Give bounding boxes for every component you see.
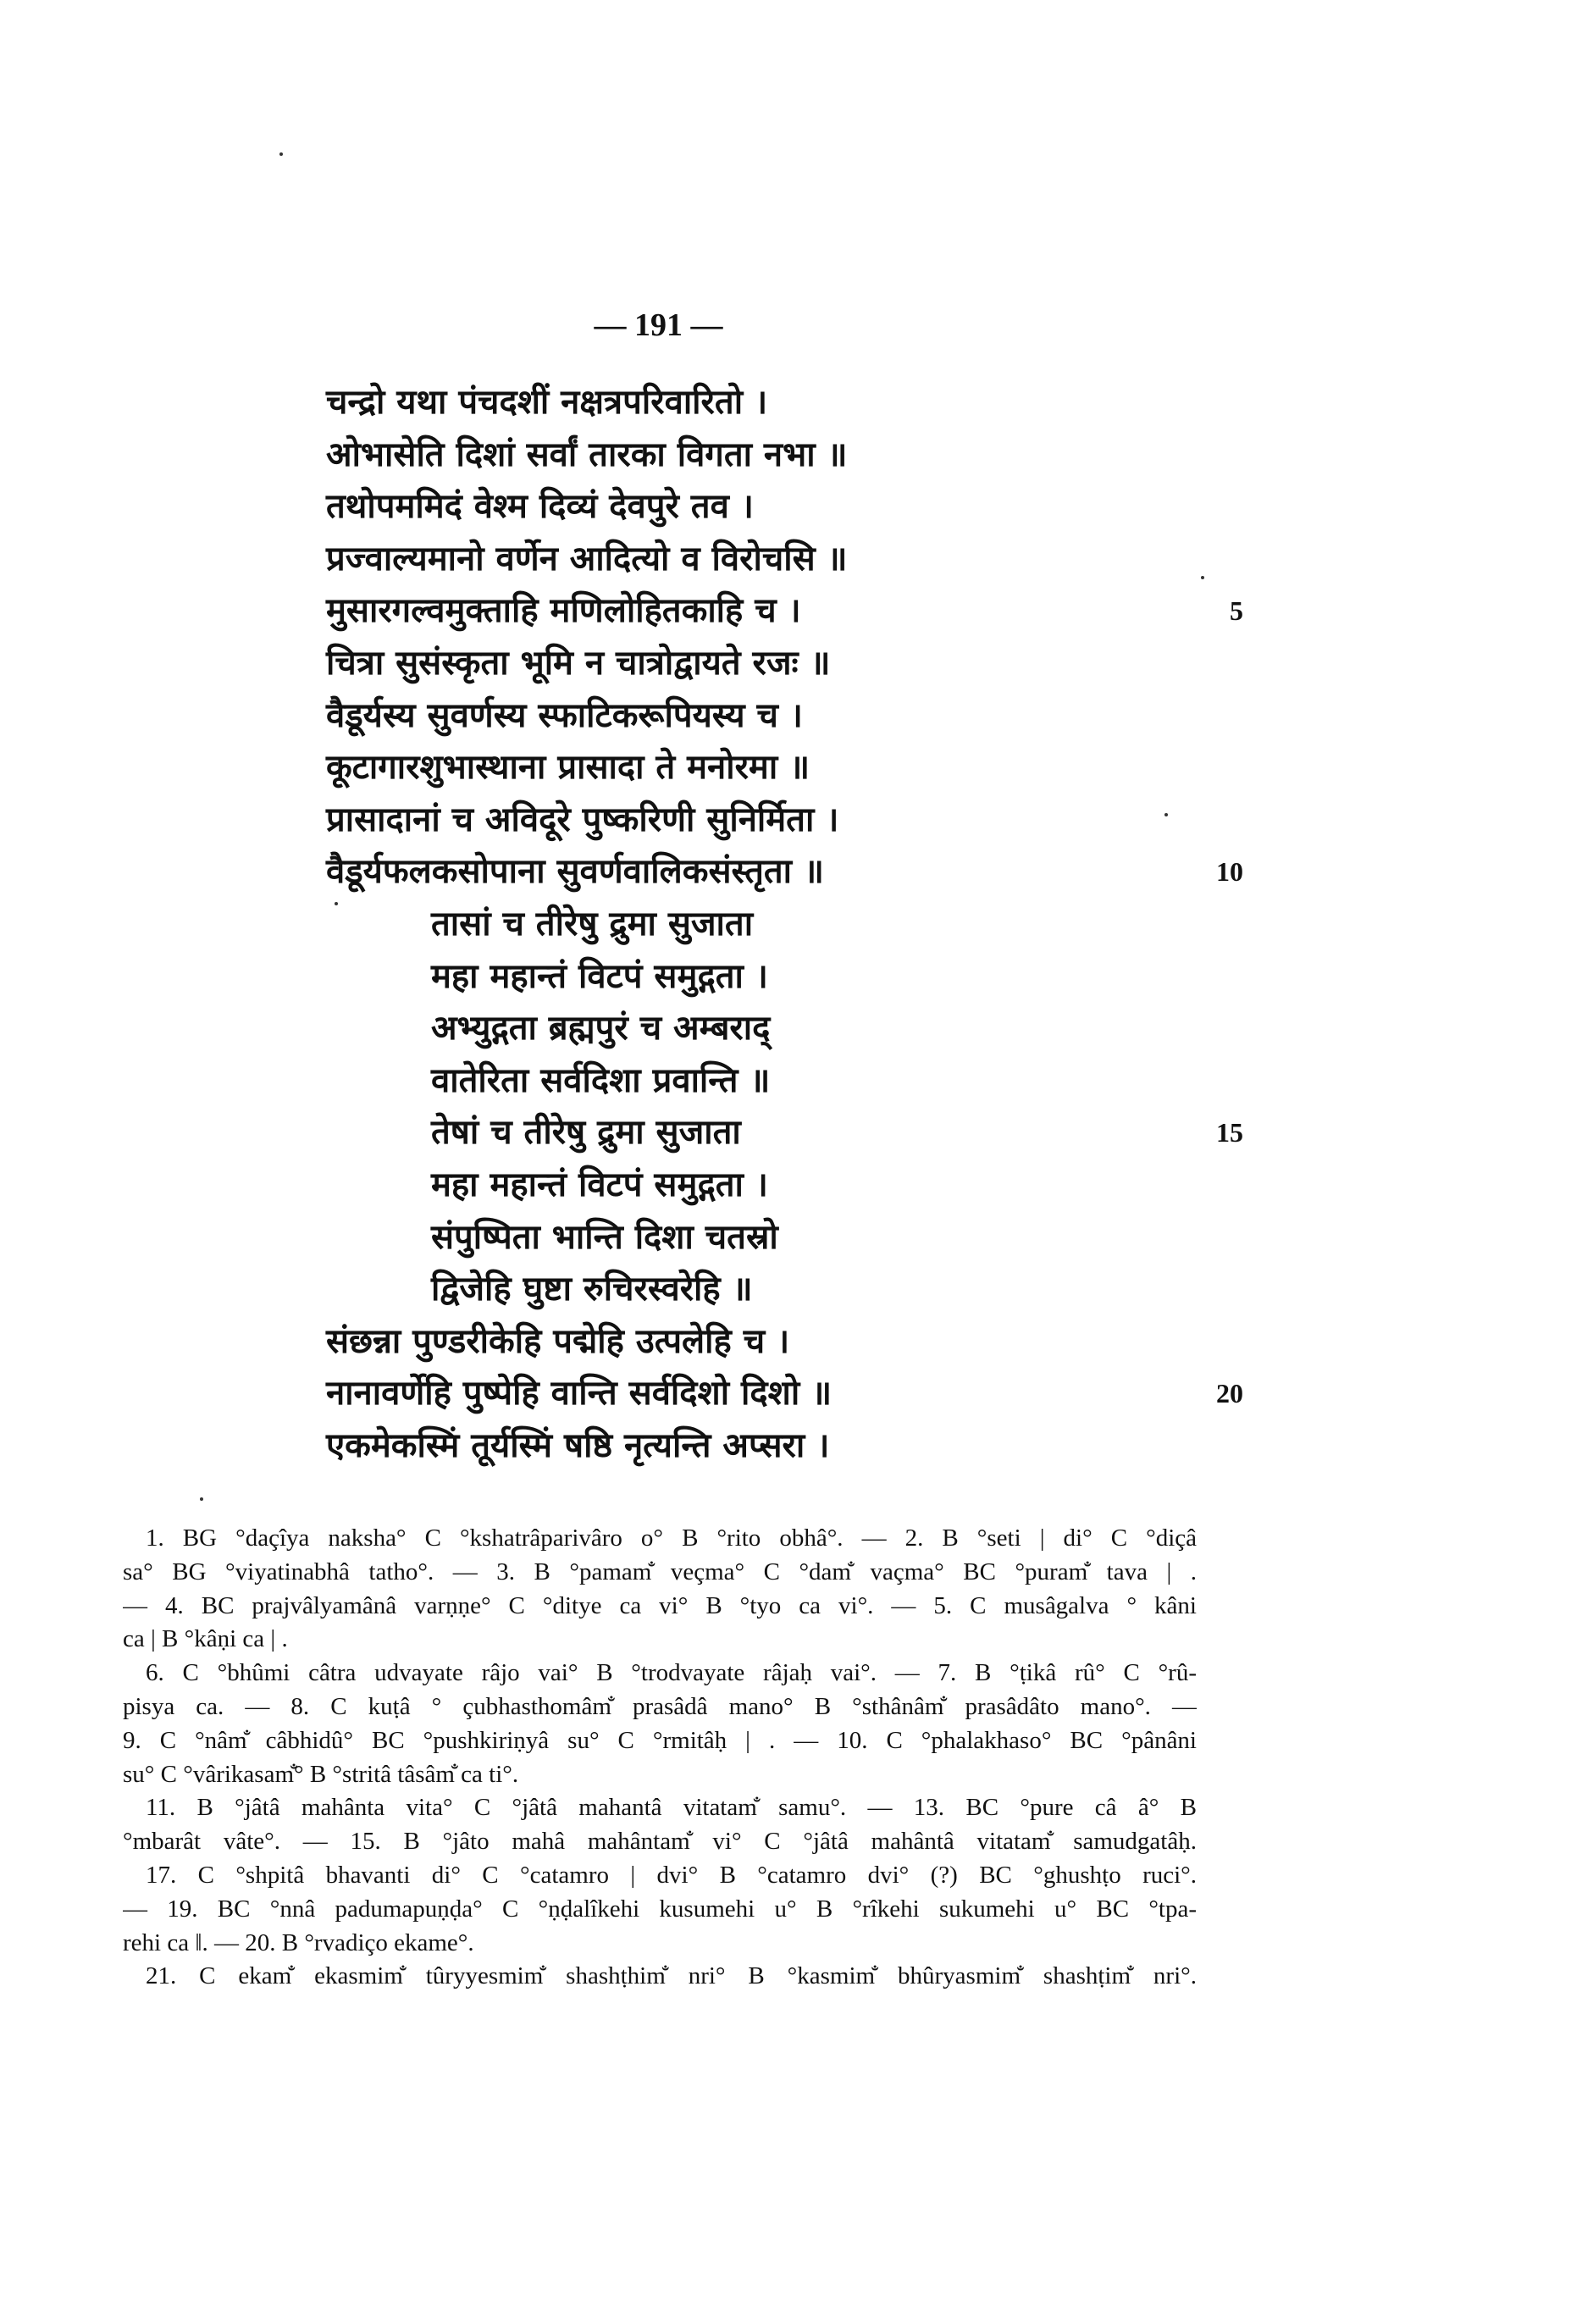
scan-speck [1164, 813, 1168, 816]
footnote-line: 9. C °nâm̐ câbhidû° BC °pushkiriṇyâ su° C °rmitâḥ | . — 10. C °phalakhaso° BC °pânâni [123, 1726, 1197, 1754]
verse-line: महा महान्तं विटपं समुद्गता । [431, 956, 768, 996]
page-number: — 191 — [594, 307, 723, 343]
verse-line: मुसारगल्वमुक्ताहि मणिलोहितकाहि च । [326, 591, 801, 631]
verse-line: प्रज्वाल्यमानो वर्णेन आदित्यो व विरोचसि ॥ [326, 539, 848, 578]
verse-line: कूटागारशुभास्थाना प्रासादा ते मनोरमा ॥ [326, 748, 810, 788]
footnote-line: 6. C °bhûmi câtra udvayate râjo vai° B °trodvayate râjaḥ vai°. — 7. B °ṭikâ rû° C °rû- [146, 1659, 1197, 1687]
scan-speck [1201, 576, 1204, 579]
verse-line: संपुष्पिता भान्ति दिशा चतस्रो [431, 1217, 778, 1257]
verse-line: वातेरिता सर्वदिशा प्रवान्ति ॥ [431, 1060, 771, 1100]
footnote-line: 11. B °jâtâ mahânta vita° C °jâtâ mahantâ vitatam̐ samu°. — 13. BC °pure câ â° B [146, 1794, 1197, 1822]
verse-line: अभ्युद्गता ब्रह्मपुरं च अम्बराद् [431, 1009, 771, 1049]
line-number: 15 [1216, 1117, 1243, 1148]
verse-line: चन्द्रो यथा पंचदशीं नक्षत्रपरिवारितो । [326, 383, 768, 422]
footnote-line: 17. C °shpitâ bhavanti di° C °catamro | dvi° B °catamro dvi° (?) BC °ghushṭo ruci°. [146, 1862, 1197, 1889]
footnote-line: pisya ca. — 8. C kuṭâ ° çubhasthomâm̐ prasâdâ mano° B °sthânâm̐ prasâdâto mano°. — [123, 1693, 1197, 1720]
footnote-line: ca | B °kâṇi ca | . [123, 1625, 288, 1653]
verse-line: महा महान्तं विटपं समुद्गता । [431, 1165, 768, 1204]
verse-line: तेषां च तीरेषु द्रुमा सुजाता [431, 1113, 741, 1153]
verse-line: चित्रा सुसंस्कृता भूमि न चात्रोद्वायते रजः ॥ [326, 644, 831, 683]
verse-line: वैडूर्यस्य सुवर्णस्य स्फाटिकरूपियस्य च । [326, 695, 803, 735]
scan-speck [200, 1497, 203, 1501]
verse-line: संछन्ना पुण्डरीकेहि पद्मेहि उत्पलेहि च । [326, 1321, 790, 1361]
footnote-line: — 4. BC prajvâlyamânâ varṇṇe° C °ditye ca vi° B °tyo ca vi°. — 5. C musâgalva ° kâni [123, 1591, 1197, 1619]
verse-line: द्विजेहि घुष्टा रुचिरस्वरेहि ॥ [431, 1270, 753, 1309]
footnote-line: rehi ca ‖. — 20. B °rvadiço ekame°. [123, 1928, 474, 1956]
footnote-line: °mbarât vâte°. — 15. B °jâto mahâ mahântam̐ vi° C °jâtâ mahântâ vitatam̐ samudgatâḥ. [123, 1828, 1197, 1856]
scan-speck [335, 902, 338, 905]
verse-line: प्रासादानां च अविदूरे पुष्करिणी सुनिर्मिता । [326, 800, 839, 839]
verse-line: वैडूर्यफलकसोपाना सुवर्णवालिकसंस्तृता ॥ [326, 852, 824, 892]
verse-line: ओभासेति दिशां सर्वां तारका विगता नभा ॥ [326, 434, 848, 474]
line-number: 5 [1230, 595, 1243, 627]
footnote-line: sa° BG °viyatinabhâ tatho°. — 3. B °pamam̐ veçma° C °dam̐ vaçma° BC °puram̐ tava | . [123, 1558, 1197, 1585]
line-number: 20 [1216, 1378, 1243, 1409]
footnote-line: 1. BG °daçîya naksha° C °kshatrâparivâro o° B °rito obhâ°. — 2. B °seti | di° C °diçâ [146, 1524, 1197, 1552]
verse-line: एकमेकस्मिं तूर्यस्मिं षष्ठि नृत्यन्ति अप्सरा । [326, 1426, 830, 1465]
footnote-line: su° C °vârikasam̐° B °stritâ tâsâm̐ ca ti°. [123, 1760, 519, 1788]
verse-line: तासां च तीरेषु द्रुमा सुजाता [431, 905, 754, 943]
verse-line: नानावर्णेहि पुष्पेहि वान्ति सर्वदिशो दिशो ॥ [326, 1374, 833, 1414]
verse-line: तथोपममिदं वेश्म दिव्यं देवपुरे तव । [326, 487, 754, 527]
line-number: 10 [1216, 856, 1243, 888]
footnote-line: 21. C ekam̐ ekasmim̐ tûryyesmim̐ shashṭhim̐ nri° B °kasmim̐ bhûryasmim̐ shashṭim̐ nri°. [146, 1962, 1197, 1990]
scan-speck [279, 152, 283, 156]
footnote-line: — 19. BC °nnâ padumapuṇḍa° C °ṇḍalîkehi kusumehi u° B °rîkehi sukumehi u° BC °tpa- [123, 1895, 1197, 1923]
